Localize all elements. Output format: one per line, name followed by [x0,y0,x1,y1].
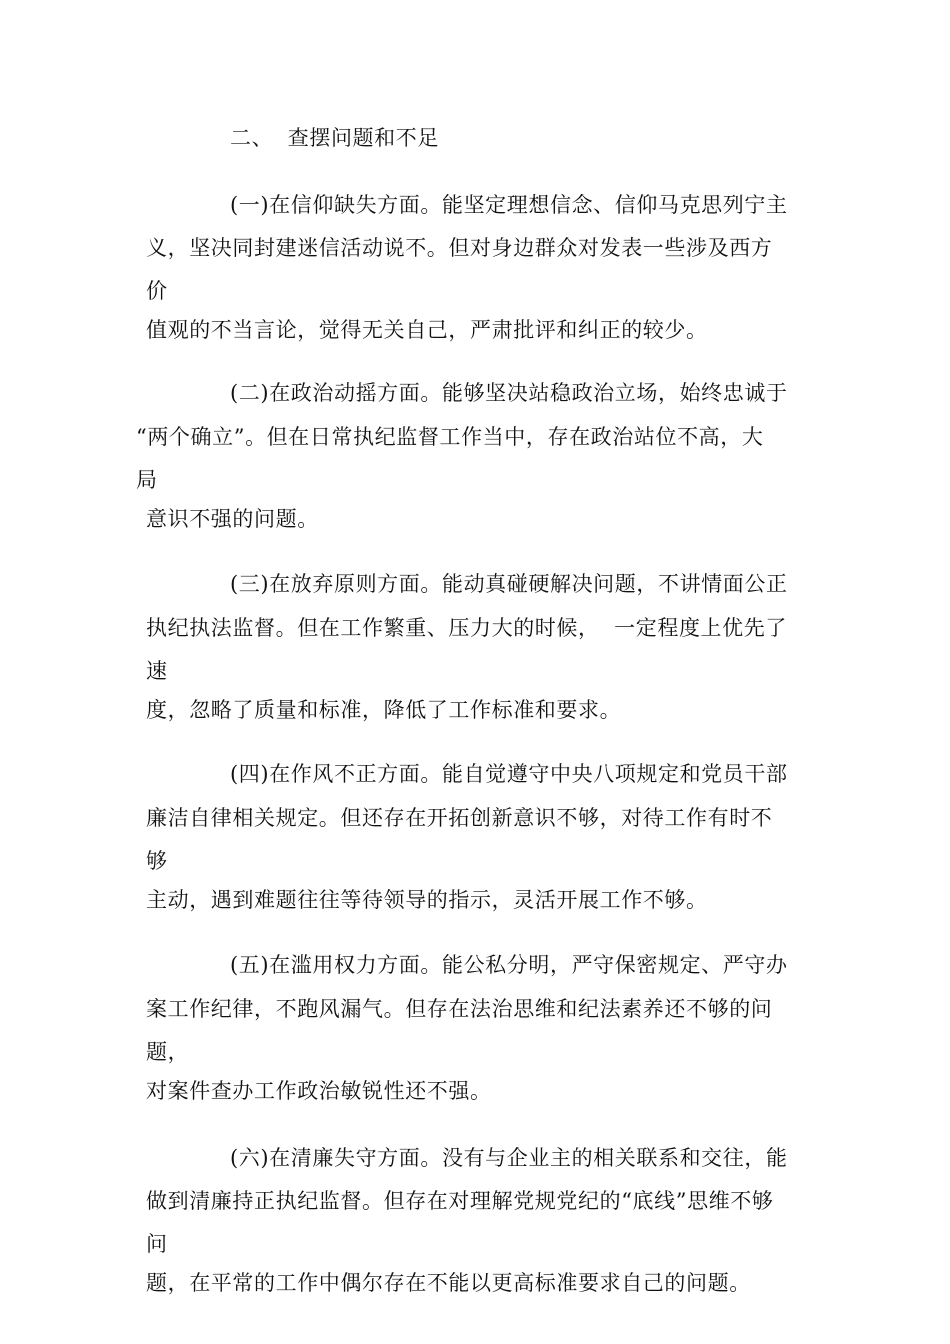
paragraph-line: 义，坚决同封建迷信活动说不。但对身边群众对发表一些涉及西方 [146,236,773,260]
paragraph-line: 值观的不当言论，觉得无关自己，严肃批评和纠正的较少。 [146,318,708,342]
paragraph-line: (二)在政治动摇方面。能够坚决站稳政治立场，始终忠诚于 [230,381,788,405]
paragraph-line: (六)在清廉失守方面。没有与企业主的相关联系和交往，能 [230,1146,788,1170]
paragraph-line: 做到清廉持正执纪监督。但存在对理解党规党纪的“底线”思维不够 [146,1189,774,1213]
paragraph-line: (五)在滥用权力方面。能公私分明，严守保密规定、严守办 [230,953,788,977]
paragraph-line: (四)在作风不正方面。能自觉遵守中央八项规定和党员干部 [230,762,788,786]
paragraph-line: “两个确立”。但在日常执纪监督工作当中，存在政治站位不高，大 [136,425,764,449]
paragraph-line: 局 [136,468,158,492]
paragraph-line: 题，在平常的工作中偶尔存在不能以更高标准要求自己的问题。 [146,1271,751,1295]
paragraph-line: 案工作纪律，不跑风漏气。但存在法治思维和纪法素养还不够的问 [146,997,773,1021]
section-heading: 二、 查摆问题和不足 [230,126,439,150]
paragraph-line: 度，忽略了质量和标准，降低了工作标准和要求。 [146,698,622,722]
paragraph-line: 题， [146,1040,190,1064]
paragraph-line: 执纪执法监督。但在工作繁重、压力大的时候， 一定程度上优先了 [146,616,787,640]
paragraph-line: (一)在信仰缺失方面。能坚定理想信念、信仰马克思列宁主 [230,193,788,217]
paragraph-line: 意识不强的问题。 [146,507,319,531]
paragraph-line: 速 [146,659,168,683]
paragraph-line: 对案件查办工作政治敏锐性还不强。 [146,1079,492,1103]
paragraph-line: 问 [146,1232,168,1256]
paragraph-line: 主动，遇到难题往往等待领导的指示，灵活开展工作不够。 [146,888,708,912]
paragraph-line: 够 [146,849,168,873]
paragraph-line: (三)在放弃原则方面。能动真碰硬解决问题，不讲情面公正 [230,572,788,596]
paragraph-line: 廉洁自律相关规定。但还存在开拓创新意识不够，对待工作有时不 [146,806,773,830]
paragraph-line: 价 [146,279,168,303]
